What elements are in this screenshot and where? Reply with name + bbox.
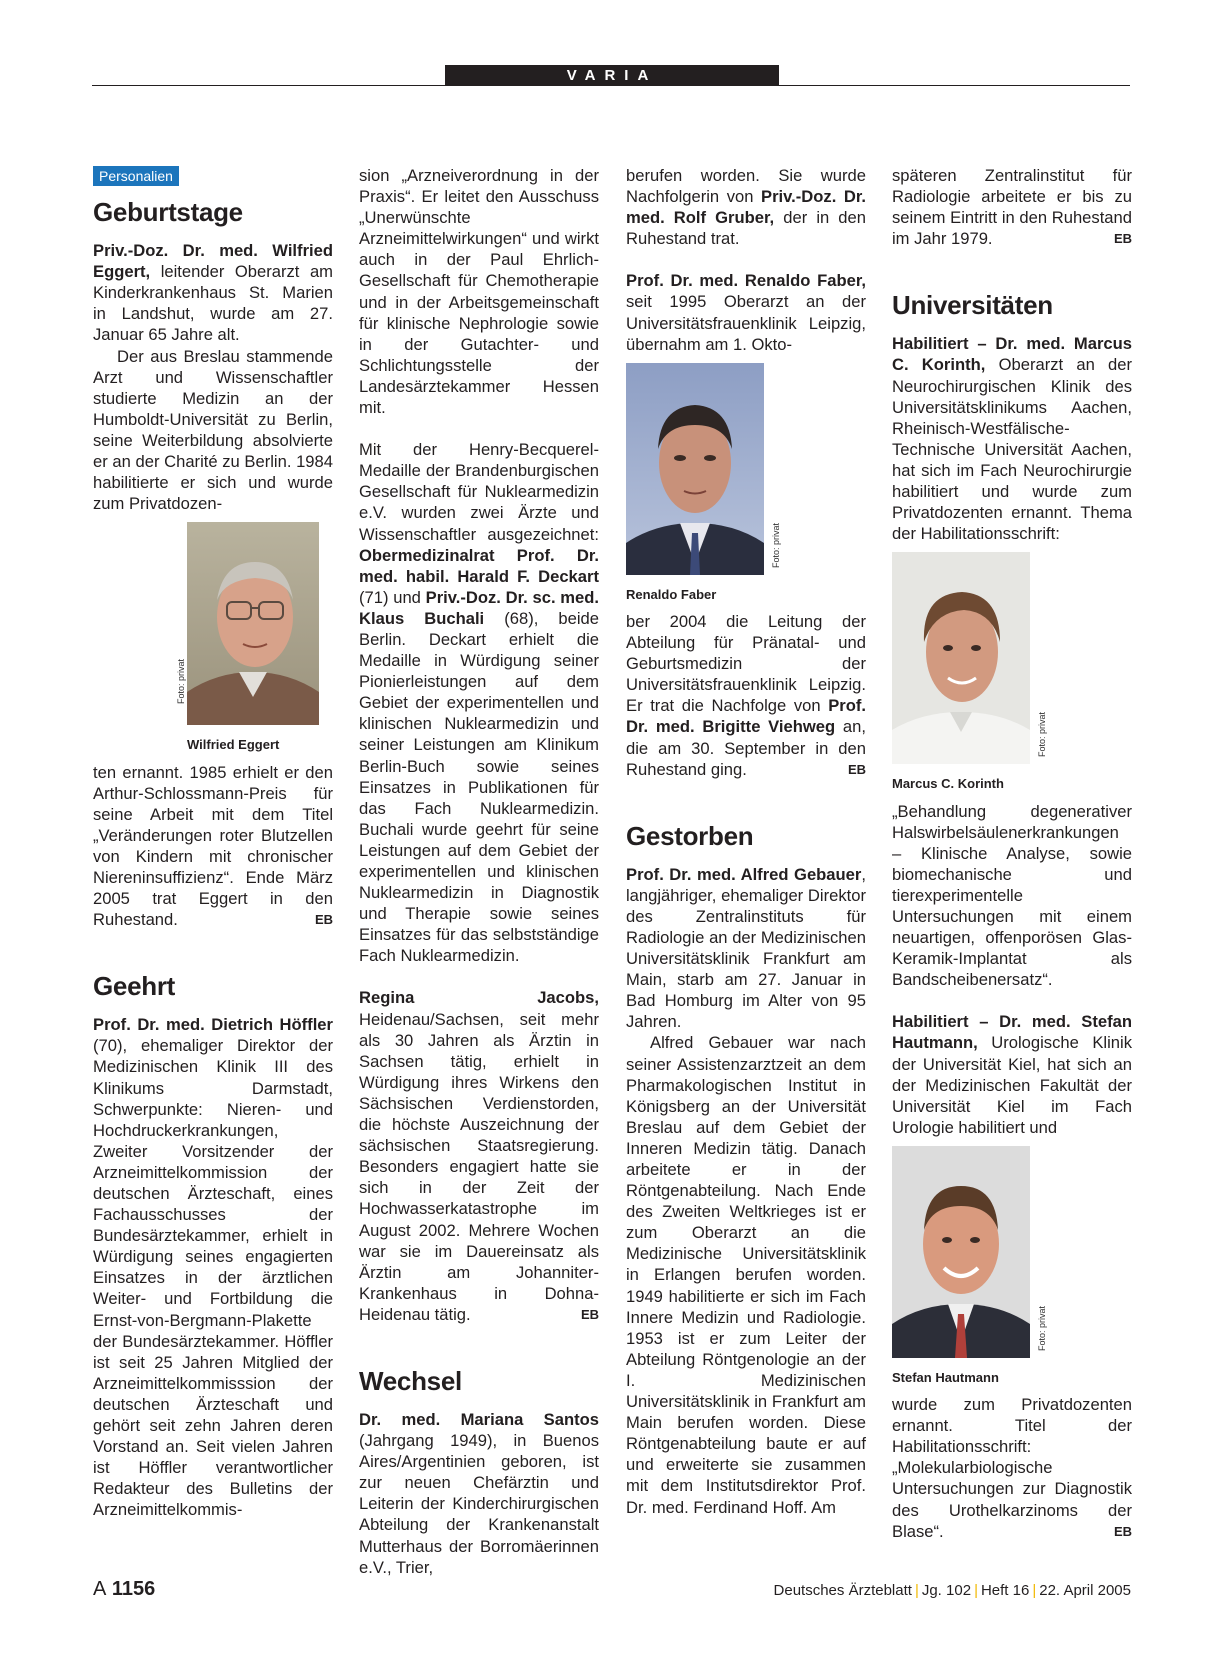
footer-separator: |: [914, 1582, 919, 1599]
column-4: [892, 165, 1132, 1542]
paragraph-becquerel: [359, 439, 599, 966]
name-gruber: Priv.-Doz. Dr. med. Rolf Gruber,: [626, 187, 866, 228]
heading-geehrt: Geehrt: [93, 971, 176, 1002]
name-deckart: Obermedizinalrat Prof. Dr. med. habil. Harald F. Deckart: [359, 545, 599, 586]
signature-eb: EB: [580, 1306, 599, 1322]
journal-issue: Heft 16: [980, 1582, 1030, 1599]
paragraph-hoeffler-1: [93, 1014, 333, 1520]
name-hautmann: Habilitiert – Dr. med. Stefan Hautmann,: [892, 1012, 1132, 1053]
signature-eb: EB: [1113, 1523, 1132, 1539]
photo-credit-eggert: Foto: privat: [176, 659, 186, 705]
text-faber-2b: an, die am 30. September in den Ruhestand ging.: [626, 717, 866, 779]
name-buchali: Priv.-Doz. Dr. sc. med. Klaus Buchali: [359, 587, 599, 628]
signature-eb: EB: [1113, 231, 1132, 247]
paragraph-gebauer-1: [626, 864, 866, 1033]
paragraph-hautmann-2: [892, 1394, 1132, 1542]
photo-credit-faber: Foto: privat: [771, 522, 781, 568]
text-jacobs: Heidenau/Sachsen, seit mehr als 30 Jahren als Ärztin in Sachsen tätig, erhielt in Würdigung ihres Wirkens den Sächsischen Verdienstorden, die höchste Auszeichnung der sächsischen Staatsregierung. Besonders engagiert hatte sie sich in der Zeit der Hochwasserkatastrophe im August 2002. Mehrere Wochen war sie im Dauereinsatz als Ärztin am Johanniter-Krankenhaus in Dohna-Heidenau tätig.: [359, 1009, 599, 1324]
text-eggert-3: ten ernannt. 1985 erhielt er den Arthur-Schlossmann-Preis für seine Arbeit mit dem Titel „Veränderungen roter Blutzellen von Kindern mit chronischer Niereninsuffizienz“. Ende März 2005 trat Eggert in den Ruhestand.: [93, 762, 333, 930]
column-2: [359, 165, 599, 1578]
portrait-eggert-image: [187, 522, 319, 725]
name-viehweg: Prof. Dr. med. Brigitte Viehweg: [626, 696, 866, 737]
text-faber-1: seit 1995 Oberarzt an der Universitätsfrauenklinik Leipzig, übernahm am 1. Okto-: [626, 292, 866, 354]
name-korinth: Habilitiert – Dr. med. Marcus C. Korinth,: [892, 334, 1132, 375]
heading-universitaeten: Universitäten: [892, 290, 1053, 321]
heading-geburtstage: Geburtstage: [93, 197, 243, 228]
text-korinth-1: Oberarzt an der Neurochirurgischen Klinik des Universitätsklinikums Aachen, Rheinisch-Westfälische-Technische Universität Aachen, hat sich im Fach Neurochirurgie habilitiert und wurde zum Privatdozenten ernannt. Thema der Habilitationsschrift:: [892, 355, 1132, 544]
paragraph-faber-2: [626, 611, 866, 780]
photo-credit-korinth: Foto: privat: [1037, 712, 1047, 758]
text-becquerel-c: (68), beide Berlin. Deckart erhielt die Medaille in Würdigung seiner Pionierleistungen auf dem Gebiet der experimentellen und klinischen Nuklearmedizin und seiner Leistungen am Klinikum Berlin-Buch sowie seines Einsatzes in Publikationen für das Fach Nuklearmedizin. Buchali wurde geehrt für seine Leistungen auf dem Gebiet der experimentellen und klinischen Nuklearmedizin in Diagnostik und Therapie sowie seines Einsatzes für das selbstständige Fach Nuklearmedizin.: [359, 608, 599, 966]
name-santos: Dr. med. Mariana Santos: [359, 1409, 599, 1429]
heading-wechsel: Wechsel: [359, 1365, 462, 1396]
name-hoeffler: Prof. Dr. med. Dietrich Höffler: [93, 1015, 333, 1035]
photo-faber: [626, 363, 866, 605]
photo-korinth: [892, 552, 1132, 794]
paragraph-korinth-1: [892, 333, 1132, 544]
text-becquerel-b: (71) und: [359, 587, 426, 607]
text-hoeffler-1: (70), ehemaliger Direktor der Medizinischen Klinik III des Klinikums Darmstadt, Schwerpunkte: Nieren- und Hochdruckerkrankungen, Zweiter Vorsitzender der Arzneimittelkommission der deutschen Ärzteschaft, eines Fachausschusses der Bundesärztekammer, erhielt in Würdigung seines engagierten Einsatzes in der ärztlichen Weiter- und Fortbildung die Ernst-von-Bergmann-Plakette der Bundesärztekammer. Höffler ist seit 25 Jahren Mitglied der Arzneimittelkommisssion der deutschen Ärzteschaft und gehört seit zehn Jahren deren Vorstand an. Seit vielen Jahren ist Höffler verantwortlicher Redakteur des Bulletins der Arzneimittelkommis-: [93, 1036, 333, 1520]
paragraph-gebauer-2: Alfred Gebauer war nach seiner Assistenzarztzeit an dem Pharmakologischen Institut in Königsberg an der Universität Breslau auf dem Gebiet der Inneren Medizin tätig. Danach arbeitete er in der Röntgenabteilung. Nach Ende des Zweiten Weltkrieges ist er zum Oberarzt an die Medizinische Universitätsklinik in Erlangen berufen worden. 1949 habilitierte er sich im Fach Innere Medizin und Radiologie. 1953 ist er zum Leiter der Abteilung Röntgenologie an der I. Medizinischen Universitätsklinik in Frankfurt am Main berufen worden. Diese Röntgenabteilung baute er auf und erweiterte sie zusammen mit dem Institutsdirektor Prof. Dr. med. Ferdinand Hoff. Am: [626, 1033, 866, 1517]
name-eggert: Priv.-Doz. Dr. med. Wilfried Eggert,: [93, 241, 333, 282]
text-santos-1: (Jahrgang 1949), in Buenos Aires/Argentinien geboren, ist zur neuen Chefärztin und Leiterin der Kinderchirurgischen Abteilung der Krankenanstalt Mutterhaus der Borromäerinnen e.V., Trier,: [359, 1431, 599, 1577]
text-gebauer-1: , langjähriger, ehemaliger Direktor des Zentralinstituts für Radiologie an der Medizinischen Universitätsklinik Frankfurt am Main, starb am 27. Januar in Bad Homburg im Alter von 95 Jahren.: [626, 864, 866, 1032]
photo-eggert: [176, 522, 333, 755]
caption-eggert: Wilfried Eggert: [187, 737, 280, 753]
paragraph-jacobs: [359, 987, 599, 1325]
text-santos-2b: der in den Ruhestand trat.: [626, 208, 866, 249]
caption-korinth: Marcus C. Korinth: [892, 776, 1004, 792]
text-gebauer-3: späteren Zentralinstitut für Radiologie arbeitete er bis zu seinem Eintritt in den Ruhestand im Jahr 1979.: [892, 166, 1132, 249]
photo-credit-hautmann: Foto: privat: [1037, 1305, 1047, 1351]
text-hautmann-2: wurde zum Privatdozenten ernannt. Titel der Habilitationsschrift: „Molekularbiologische Untersuchungen zur Diagnostik des Urothelkarzinoms der Blase“.: [892, 1395, 1132, 1541]
header-rule: [92, 85, 1130, 86]
section-label: VARIA: [445, 65, 779, 86]
signature-eb: EB: [847, 761, 866, 777]
journal-date: 22. April 2005: [1039, 1582, 1131, 1599]
paragraph-eggert-2: Der aus Breslau stammende Arzt und Wissenschaftler studierte Medizin an der Humboldt-Universität zu Berlin, seine Weiterbildung absolvierte er an der Charité zu Berlin. 1984 habilitierte er sich und wurde zum Privatdozen-: [93, 346, 333, 514]
text-santos-2a: berufen worden. Sie wurde Nachfolgerin von: [626, 166, 866, 207]
name-faber: Prof. Dr. med. Renaldo Faber,: [626, 271, 866, 291]
paragraph-eggert-1: [93, 240, 333, 345]
paragraph-eggert-3: [93, 762, 333, 931]
text-faber-2a: ber 2004 die Leitung der Abteilung für Pränatal- und Geburtsmedizin der Universitätsfrauenklinik Leipzig. Er trat die Nachfolge von: [626, 611, 866, 716]
portrait-faber-image: [626, 363, 764, 575]
column-3: [626, 165, 866, 1518]
caption-faber: Renaldo Faber: [626, 586, 717, 602]
caption-hautmann: Stefan Hautmann: [892, 1370, 999, 1385]
paragraph-gebauer-3: [892, 165, 1132, 249]
kicker-personalien: Personalien: [93, 166, 179, 186]
photo-hautmann: [892, 1146, 1132, 1388]
column-1: [93, 165, 333, 1521]
portrait-hautmann-image: [892, 1146, 1030, 1358]
text-eggert-1: leitender Oberarzt am Kinderkrankenhaus St. Marien in Landshut, wurde am 27. Januar 65 Jahre alt.: [93, 262, 333, 345]
footer-separator: |: [1032, 1582, 1037, 1599]
text-becquerel-a: Mit der Henry-Becquerel-Medaille der Brandenburgischen Gesellschaft für Nuklearmedizin e.V. wurden zwei Ärzte und Wissenschaftler ausgezeichnet:: [359, 440, 599, 544]
paragraph-faber-1: [626, 270, 866, 354]
paragraph-korinth-2: „Behandlung degenerativer Halswirbelsäulenerkrankungen – Klinische Analyse, sowie biomechanische und tierexperimentelle Untersuchungen mit einem neuartigen, offenporösen Glas-Keramik-Implantat als Bandscheibenersatz“.: [892, 801, 1132, 990]
journal-name: Deutsches Ärzteblatt: [773, 1582, 912, 1599]
footer-separator: |: [974, 1582, 978, 1599]
paragraph-hautmann-1: [892, 1011, 1132, 1138]
text-hautmann-1: Urologische Klinik der Universität Kiel, hat sich an der Medizinischen Fakultät der Universität Kiel im Fach Urologie habilitiert und: [892, 1033, 1132, 1137]
name-gebauer: Prof. Dr. med. Alfred Gebauer: [626, 864, 862, 884]
paragraph-hoeffler-2: sion „Arzneiverordnung in der Praxis“. Er leitet den Ausschuss „Unerwünschte Arzneimittelwirkungen“ und wirkt auch in der Paul Ehrlich-Gesellschaft für Chemotherapie und in der Arbeitsgemeinschaft für klinische Nephrologie sowie in der Gutachter- und Schlichtungsstelle der Landesärztekammer Hessen mit.: [359, 166, 599, 418]
folio-page: 1156: [111, 1578, 156, 1600]
portrait-korinth-image: [892, 552, 1030, 764]
heading-gestorben: Gestorben: [626, 820, 754, 851]
signature-eb: EB: [314, 912, 333, 928]
name-jacobs: Regina Jacobs,: [359, 988, 599, 1008]
page-number: [93, 1578, 155, 1601]
journal-volume: Jg. 102: [921, 1582, 972, 1599]
paragraph-santos-1: [359, 1409, 599, 1578]
footer-citation: [774, 1582, 1131, 1599]
paragraph-santos-2: [626, 165, 866, 249]
folio-prefix: A: [93, 1578, 107, 1600]
